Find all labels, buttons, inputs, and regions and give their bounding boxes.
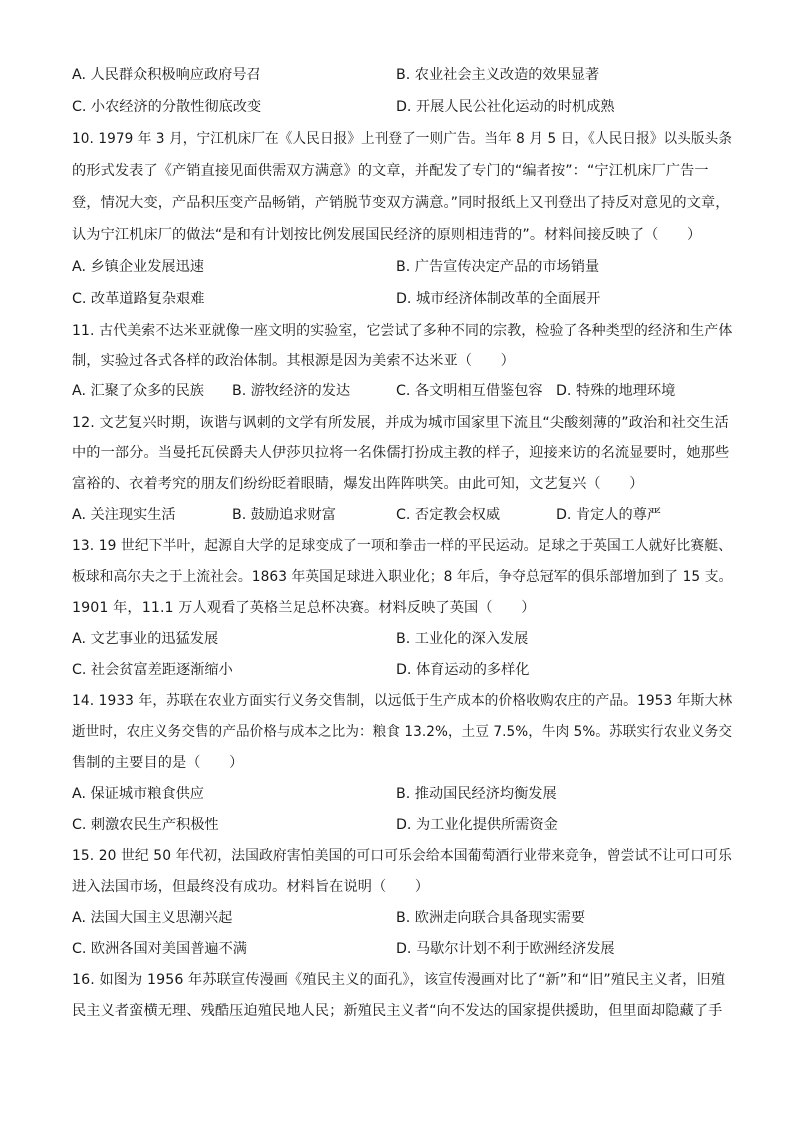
q10-option-b: B. 广告宣传决定产品的市场销量: [396, 259, 600, 275]
q10-stem-line-4: 认为宁江机床厂的做法“是和有计划按比例发展国民经济的原则相违背的”。材料间接反映了（ ）: [72, 227, 702, 243]
q13-option-d: D. 体育运动的多样化: [396, 662, 530, 678]
q9-option-b: B. 农业社会主义改造的效果显著: [396, 67, 600, 83]
q13-option-b: B. 工业化的深入发展: [396, 631, 529, 647]
q9-option-c: C. 小农经济的分散性彻底改变: [72, 99, 262, 115]
q13-stem-line-1: 13. 19 世纪下半叶，起源自大学的足球变成了一项和拳击一样的平民运动。足球之于英国工人就好比赛艇、: [72, 538, 732, 554]
q14-option-c: C. 刺激农民生产积极性: [72, 817, 219, 833]
q12-stem-line-3: 富裕的、衣着考究的朋友们纷纷眨着眼睛，爆发出阵阵哄笑。由此可知，文艺复兴（ ）: [72, 476, 644, 492]
q12-stem-line-2: 中的一部分。当曼托瓦侯爵夫人伊莎贝拉将一名侏儒打扮成主教的样子，迎接来访的名流显要时，她那些: [72, 445, 730, 461]
q12-option-a: A. 关注现实生活: [72, 507, 176, 523]
q13-stem-line-2: 板球和高尔夫之于上流社会。1863 年英国足球进入职业化；8 年后，争夺总冠军的俱乐部增加到了 15 支。: [72, 569, 733, 585]
q11-stem-line-1: 11. 古代美索不达米亚就像一座文明的实验室，它尝试了多种不同的宗教，检验了各种类型的经济和生产体: [72, 323, 733, 339]
q14-option-a: A. 保证城市粮食供应: [72, 786, 204, 802]
q11-stem-line-2: 制，实验过各式各样的政治体制。其根源是因为美索不达米亚（ ）: [72, 353, 515, 369]
q15-option-d: D. 马歇尔计划不利于欧洲经济发展: [396, 941, 615, 957]
q16-stem-line-1: 16. 如图为 1956 年苏联宣传漫画《殖民主义的面孔》，该宣传漫画对比了“新”和“旧”殖民主义者，旧殖: [72, 972, 726, 988]
q15-stem-line-2: 进入法国市场，但最终没有成功。材料旨在说明（ ）: [72, 879, 430, 895]
q12-option-c: C. 否定教会权威: [396, 507, 501, 523]
q15-stem-line-1: 15. 20 世纪 50 年代初，法国政府害怕美国的可口可乐会给本国葡萄酒行业带来竞争，曾尝试不让可口可乐: [72, 848, 732, 864]
q15-option-b: B. 欧洲走向联合具备现实需要: [396, 910, 586, 926]
q13-option-a: A. 文艺事业的迅猛发展: [72, 631, 219, 647]
q15-option-a: A. 法国大国主义思潮兴起: [72, 910, 233, 926]
q13-stem-line-3: 1901 年，11.1 万人观看了英格兰足总杯决赛。材料反映了英国（ ）: [72, 600, 536, 616]
q12-stem-line-1: 12. 文艺复兴时期，诙谐与讽刺的文学有所发展，并成为城市国家里下流且“尖酸刻薄的”政治和社交生活: [72, 415, 729, 431]
q10-option-d: D. 城市经济体制改革的全面展开: [396, 291, 601, 307]
q9-option-d: D. 开展人民公社化运动的时机成熟: [396, 99, 615, 115]
q13-option-c: C. 社会贫富差距逐渐缩小: [72, 662, 233, 678]
q14-stem-line-1: 14. 1933 年，苏联在农业方面实行义务交售制，以远低于生产成本的价格收购农庄的产品。1953 年斯大林: [72, 693, 733, 709]
q10-stem-line-1: 10. 1979 年 3 月，宁江机床厂在《人民日报》上刊登了一则广告。当年 8 月 5 日，《人民日报》以头版头条: [72, 131, 733, 147]
q10-stem-line-3: 登，情况大变，产品积压变产品畅销，产销脱节变双方满意。”同时报纸上又刊登出了持反对意见的文章，: [72, 195, 730, 211]
q11-option-b: B. 游牧经济的发达: [232, 383, 351, 399]
q11-option-c: C. 各文明相互借鉴包容: [396, 383, 543, 399]
q9-option-a: A. 人民群众积极响应政府号召: [72, 67, 261, 83]
q11-option-d: D. 特殊的地理环境: [556, 383, 676, 399]
q10-option-c: C. 改革道路复杂艰难: [72, 291, 205, 307]
q12-option-d: D. 肯定人的尊严: [556, 507, 662, 523]
q15-option-c: C. 欧洲各国对美国普遍不满: [72, 941, 247, 957]
q14-stem-line-2: 逝世时，农庄义务交售的产品价格与成本之比为：粮食 13.2%，土豆 7.5%，牛肉 5%。苏联实行农业义务交: [72, 724, 733, 740]
q10-stem-line-2: 的形式发表了《产销直接见面供需双方满意》的文章，并配发了专门的“编者按”：“宁江机床厂广告一: [72, 163, 709, 179]
q14-stem-line-3: 售制的主要目的是（ ）: [72, 755, 244, 771]
q12-option-b: B. 鼓励追求财富: [232, 507, 336, 523]
q14-option-b: B. 推动国民经济均衡发展: [396, 786, 557, 802]
q16-stem-line-2: 民主义者蛮横无理、残酷压迫殖民地人民；新殖民主义者“向不发达的国家提供援助，但里面却隐藏了手: [72, 1003, 723, 1019]
q11-option-a: A. 汇聚了众多的民族: [72, 383, 204, 399]
q10-option-a: A. 乡镇企业发展迅速: [72, 259, 204, 275]
q14-option-d: D. 为工业化提供所需资金: [396, 817, 558, 833]
